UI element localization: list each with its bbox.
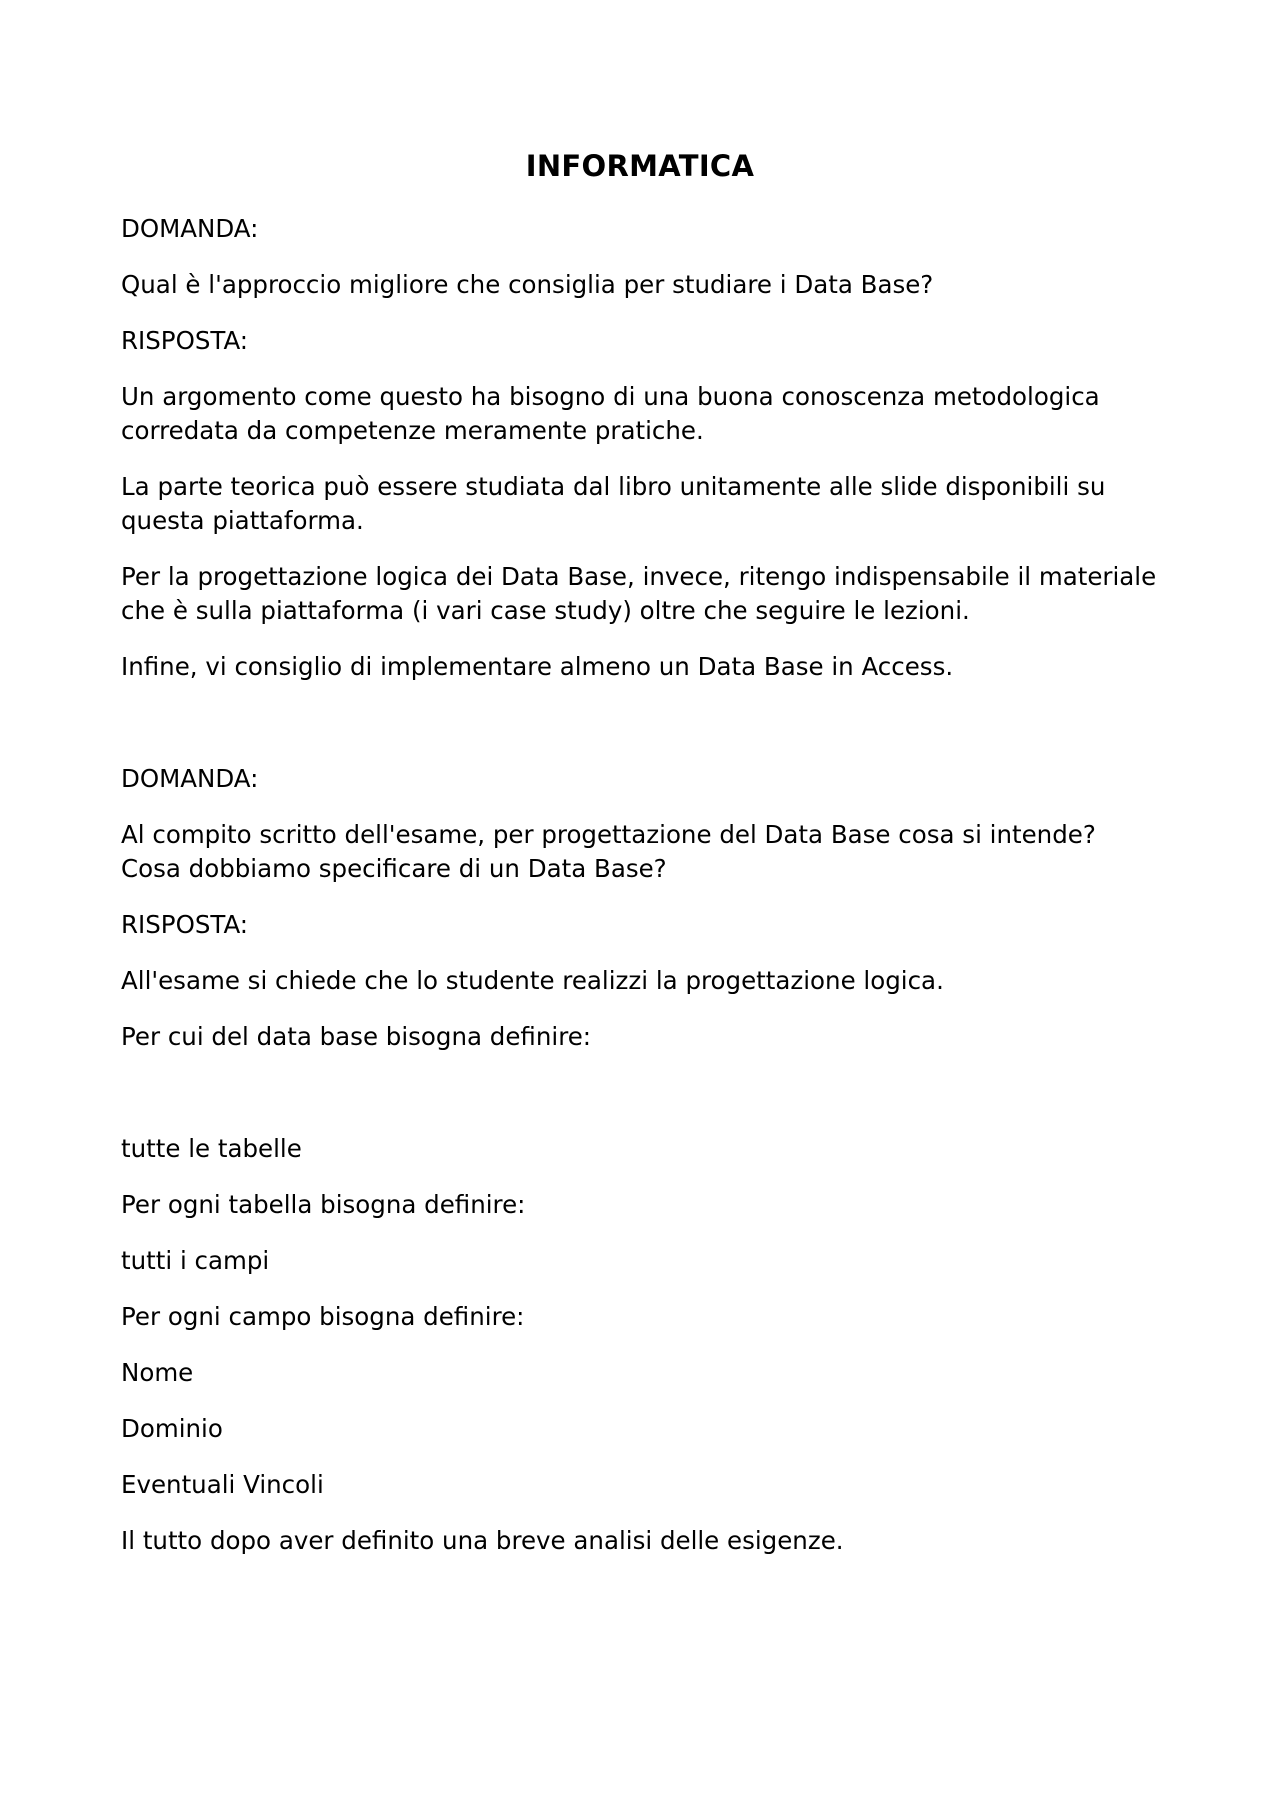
question-text xyxy=(121,818,1161,886)
list-item: Eventuali Vincoli xyxy=(121,1470,324,1499)
list-item: Nome xyxy=(121,1358,194,1387)
answer-paragraph: Un argomento come questo ha bisogno di una buona conoscenza metodologica corredata da competenze meramente pratiche. xyxy=(121,382,1100,445)
question-label: DOMANDA: xyxy=(121,764,259,793)
question-text: Qual è l'approccio migliore che consiglia per studiare i Data Base? xyxy=(121,270,934,299)
answer-paragraph: La parte teorica può essere studiata dal libro unitamente alle slide disponibili su questa piattaforma. xyxy=(121,472,1106,535)
question-line: Cosa dobbiamo specificare di un Data Base? xyxy=(121,854,667,883)
document-body xyxy=(121,212,1161,1580)
section-spacer xyxy=(121,706,1161,762)
list-item: tutte le tabelle xyxy=(121,1134,302,1163)
list-item: Per ogni campo bisogna definire: xyxy=(121,1302,525,1331)
list-item: tutti i campi xyxy=(121,1246,270,1275)
answer-paragraph: Infine, vi consiglio di implementare almeno un Data Base in Access. xyxy=(121,652,954,681)
question-label: DOMANDA: xyxy=(121,214,259,243)
question-line: Al compito scritto dell'esame, per progettazione del Data Base cosa si intende? xyxy=(121,820,1096,849)
list-item: Per ogni tabella bisogna definire: xyxy=(121,1190,526,1219)
answer-paragraph: Per cui del data base bisogna definire: xyxy=(121,1022,592,1051)
answer-label: RISPOSTA: xyxy=(121,326,249,355)
answer-label: RISPOSTA: xyxy=(121,910,249,939)
answer-paragraph: Per la progettazione logica dei Data Base, invece, ritengo indispensabile il materiale che è sulla piattaforma (i vari case study) oltre che seguire le lezioni. xyxy=(121,562,1157,625)
list-item: Dominio xyxy=(121,1414,223,1443)
list-spacer xyxy=(121,1076,1161,1132)
answer-paragraph: All'esame si chiede che lo studente realizzi la progettazione logica. xyxy=(121,966,944,995)
closing-paragraph: Il tutto dopo aver definito una breve analisi delle esigenze. xyxy=(121,1526,844,1555)
document-title: INFORMATICA xyxy=(525,149,755,183)
